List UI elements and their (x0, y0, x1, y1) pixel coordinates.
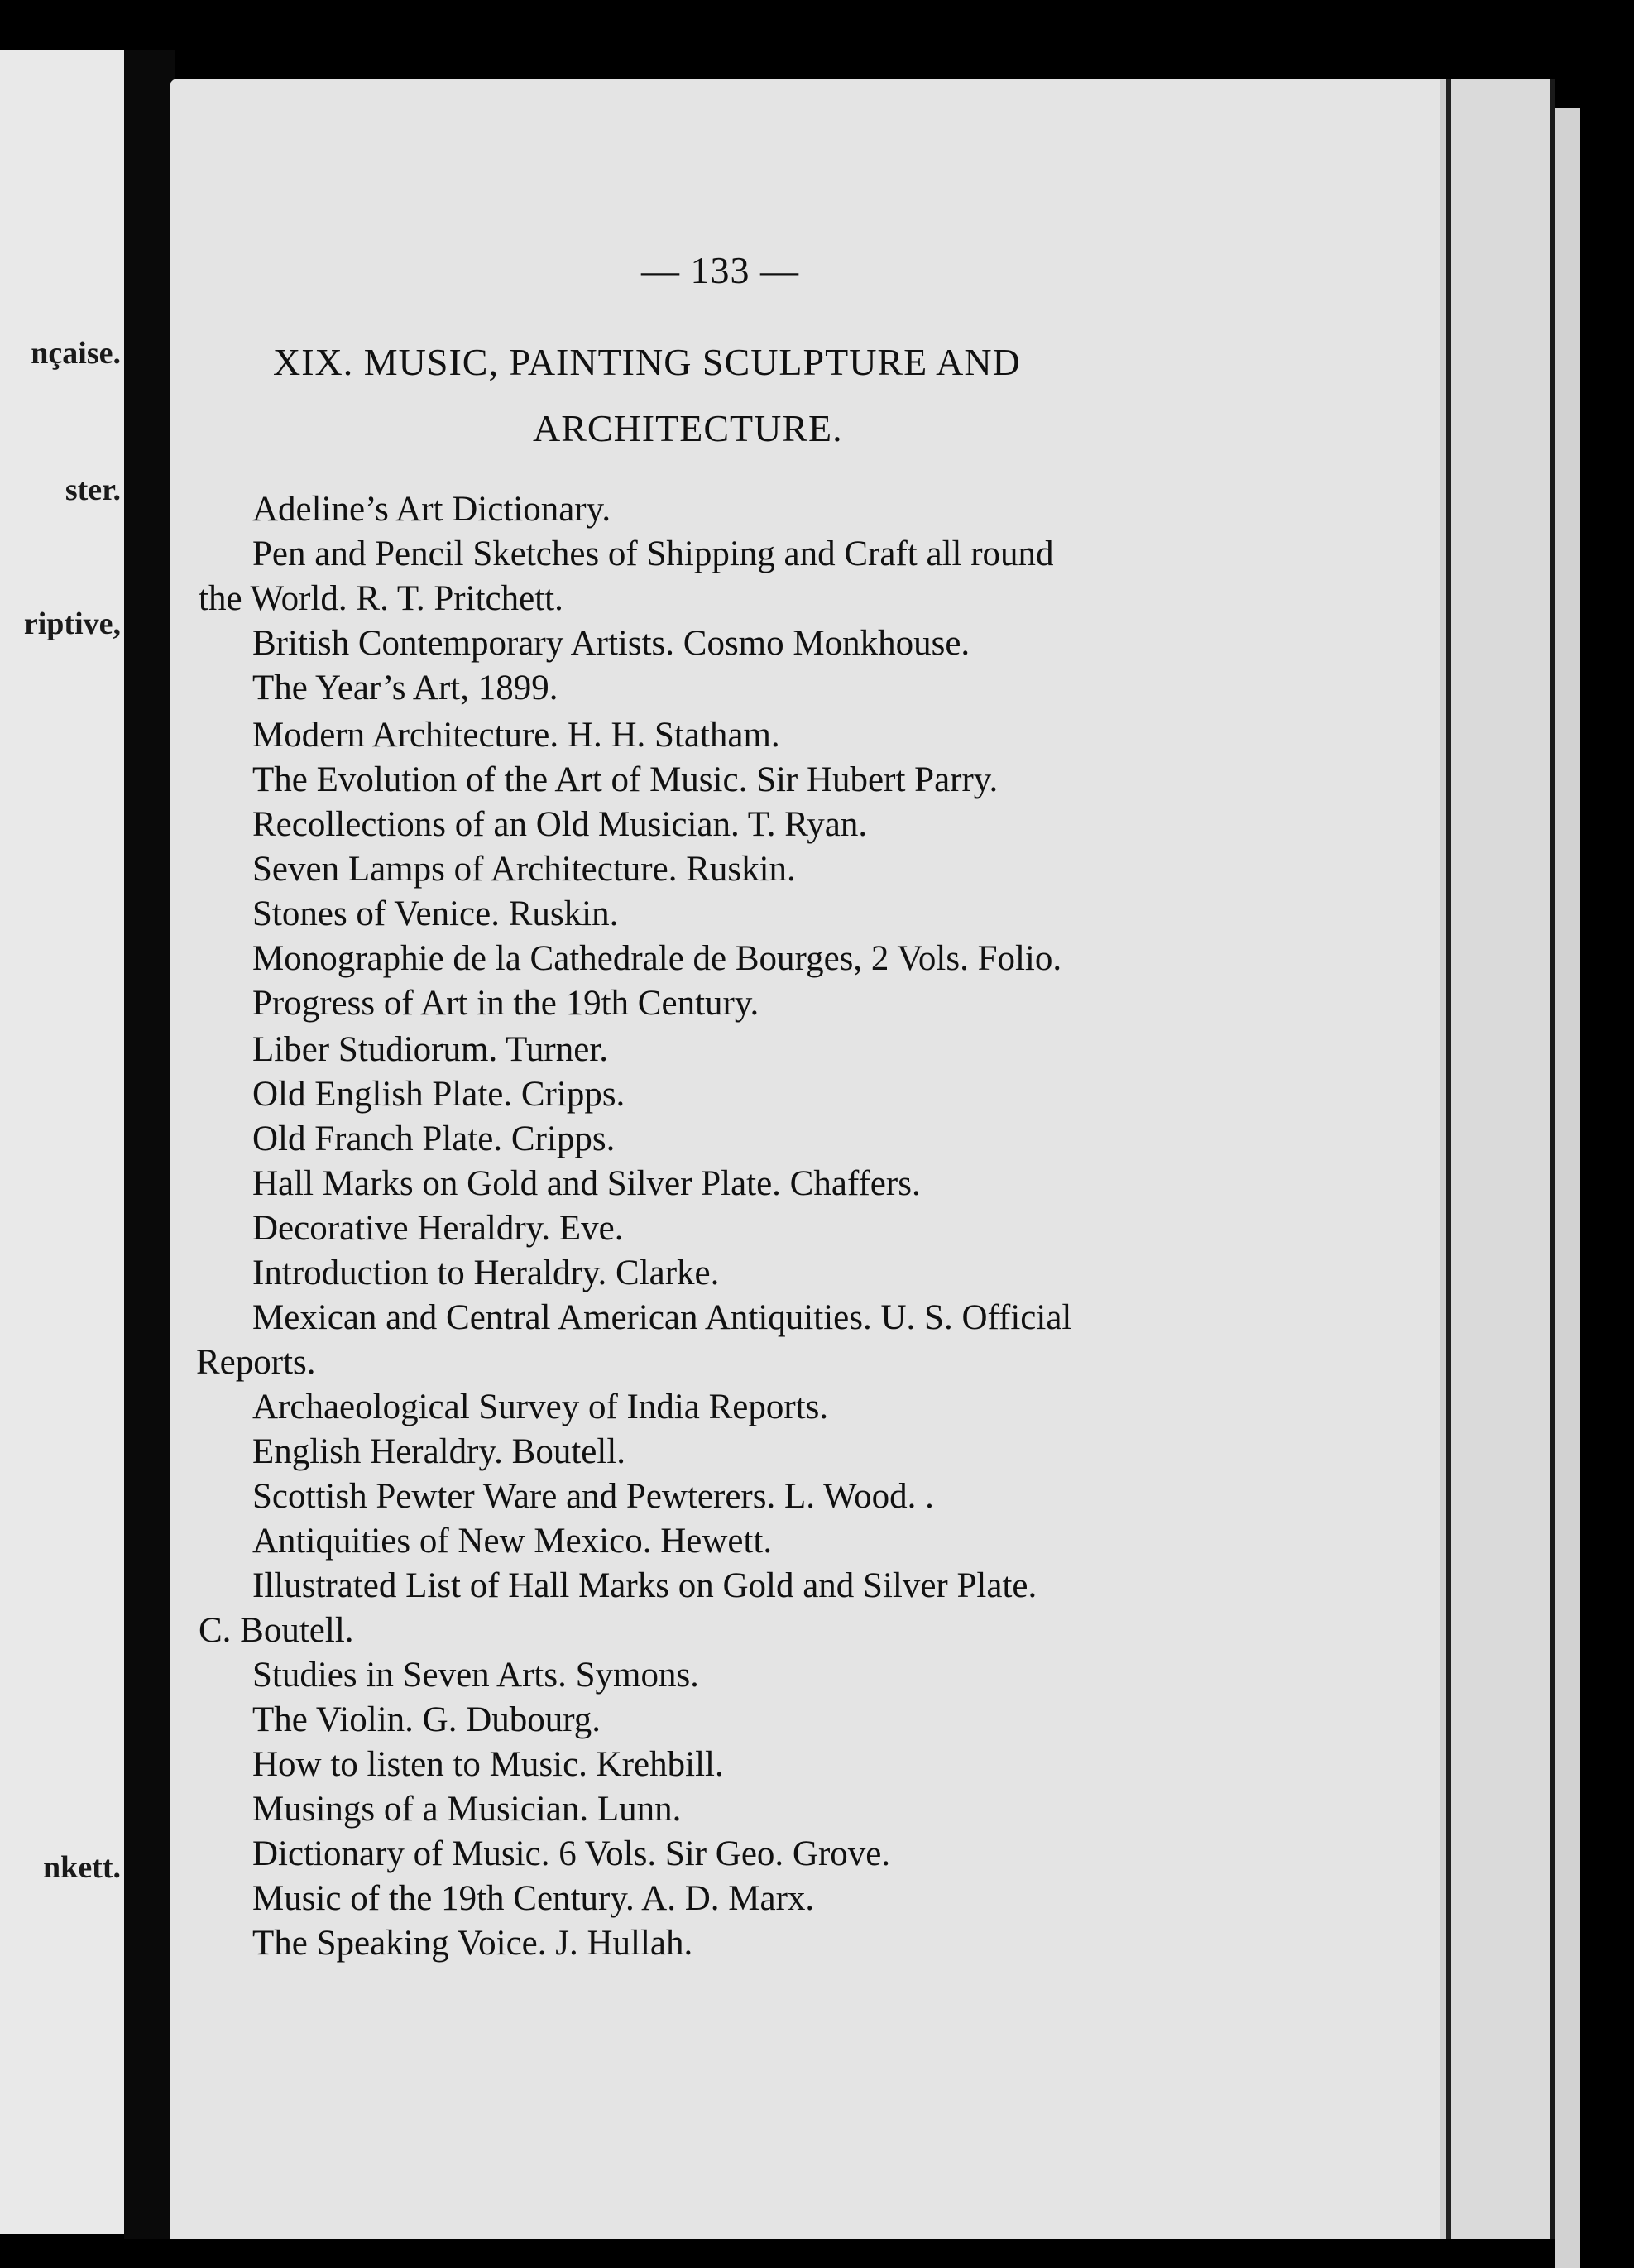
list-item: Hall Marks on Gold and Silver Plate. Chaffers. (252, 1164, 921, 1203)
list-item: The Year’s Art, 1899. (252, 669, 558, 707)
list-item: Recollections of an Old Musician. T. Ryan. (252, 805, 868, 844)
list-item: Antiquities of New Mexico. Hewett. (252, 1522, 773, 1561)
list-item: Progress of Art in the 19th Century. (252, 984, 759, 1023)
list-item: The Evolution of the Art of Music. Sir Hubert Parry. (252, 760, 999, 799)
list-item: Dictionary of Music. 6 Vols. Sir Geo. Grove. (252, 1834, 891, 1873)
list-item: Reports. (196, 1343, 316, 1382)
page-edge (1451, 79, 1550, 2239)
page-edge (1440, 79, 1446, 2239)
list-item: Music of the 19th Century. A. D. Marx. (252, 1879, 815, 1918)
list-item: The Speaking Voice. J. Hullah. (252, 1924, 693, 1963)
list-item: Old Franch Plate. Cripps. (252, 1120, 616, 1158)
list-item: English Heraldry. Boutell. (252, 1432, 626, 1471)
list-item: Illustrated List of Hall Marks on Gold and Silver Plate. (252, 1566, 1037, 1605)
list-item: How to listen to Music. Krehbill. (252, 1745, 724, 1784)
list-item: Liber Studiorum. Turner. (252, 1030, 609, 1069)
list-item: Archaeological Survey of India Reports. (252, 1388, 829, 1426)
list-item: the World. R. T. Pritchett. (199, 579, 563, 618)
list-item: Studies in Seven Arts. Symons. (252, 1656, 699, 1695)
list-item: Pen and Pencil Sketches of Shipping and Craft all round (252, 535, 1054, 573)
list-item: Musings of a Musician. Lunn. (252, 1790, 682, 1829)
list-item: Decorative Heraldry. Eve. (252, 1209, 624, 1248)
list-item: Adeline’s Art Dictionary. (252, 490, 611, 529)
list-item: Old English Plate. Cripps. (252, 1075, 625, 1114)
page-edge (1555, 108, 1580, 2268)
section-title-line-1: XIX. MUSIC, PAINTING SCULPTURE AND (273, 341, 1021, 383)
left-fragment-1: nçaise. (31, 336, 121, 371)
section-title-line-2: ARCHITECTURE. (533, 407, 843, 449)
left-fragment-3: riptive, (23, 607, 121, 641)
list-item: Modern Architecture. H. H. Statham. (252, 716, 780, 755)
book-gutter (124, 50, 175, 2239)
list-item: Scottish Pewter Ware and Pewterers. L. Wood. . (252, 1477, 934, 1516)
left-fragment-2: ster. (65, 472, 121, 507)
list-item: The Violin. G. Dubourg. (252, 1700, 601, 1739)
list-item: British Contemporary Artists. Cosmo Monkhouse. (252, 624, 970, 663)
list-item: Stones of Venice. Ruskin. (252, 894, 619, 933)
list-item: Seven Lamps of Architecture. Ruskin. (252, 850, 796, 889)
previous-page-edge (0, 50, 124, 2234)
list-item: Monographie de la Cathedrale de Bourges, 2 Vols. Folio. (252, 939, 1062, 978)
list-item: C. Boutell. (199, 1611, 354, 1650)
list-item: Introduction to Heraldry. Clarke. (252, 1254, 720, 1292)
page-number: — 133 — (641, 249, 799, 291)
list-item: Mexican and Central American Antiquities. U. S. Official (252, 1298, 1072, 1337)
left-fragment-4: nkett. (43, 1850, 121, 1885)
